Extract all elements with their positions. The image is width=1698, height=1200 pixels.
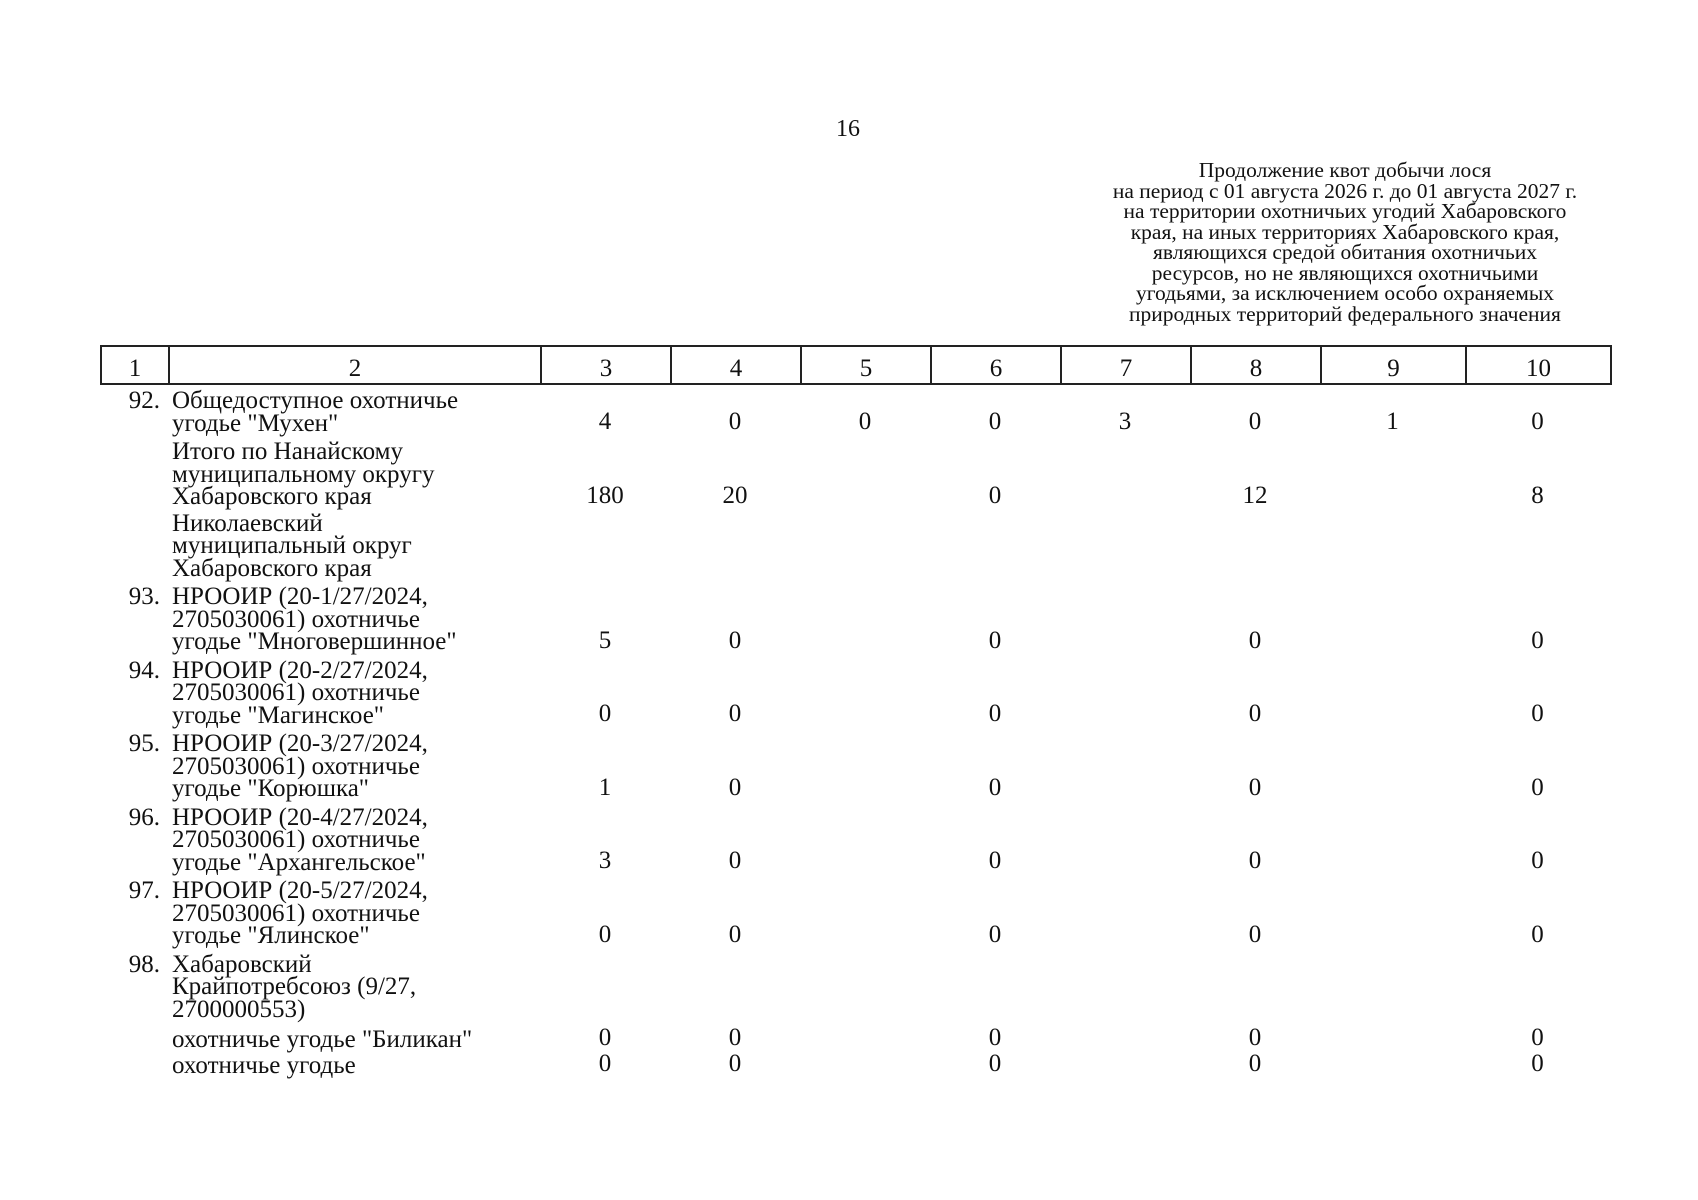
table-row [100, 950, 1612, 1023]
hunting-ground-name: Итого по Нанайскому муниципальному округу Хабаровского края [172, 438, 435, 510]
hunting-ground-name: НРООИР (20-1/27/2024, 2705030061) охотничье угодье "Многовершинное" [172, 583, 457, 655]
table-row [100, 1025, 1612, 1051]
table-row [100, 509, 1612, 582]
value-col-5: 0 [858, 408, 872, 435]
value-col-8: 0 [1248, 1024, 1262, 1051]
row-number: 94. [128, 656, 160, 684]
value-col-8: 0 [1248, 847, 1262, 874]
value-col-6: 0 [988, 773, 1002, 801]
hunting-ground-name: НРООИР (20-2/27/2024, 2705030061) охотничье угодье "Магинское" [172, 656, 428, 729]
column-header-9: 9 [1321, 346, 1466, 384]
table-row [100, 656, 1612, 729]
value-col-3: 0 [598, 1050, 612, 1077]
value-col-10: 0 [1531, 773, 1544, 801]
value-col-3: 0 [598, 920, 612, 948]
value-col-4: 0 [728, 408, 742, 435]
caption-line: на территории охотничьих угодий Хабаровского [1123, 199, 1567, 223]
value-col-8: 0 [1248, 408, 1262, 435]
row-number: 93. [128, 583, 160, 610]
value-col-6: 0 [988, 408, 1002, 435]
value-col-4: 0 [728, 920, 742, 948]
value-col-8: 0 [1248, 773, 1262, 801]
table-row [100, 438, 1612, 510]
value-col-8: 0 [1248, 920, 1262, 948]
column-header-5: 5 [801, 346, 931, 384]
value-col-3: 1 [598, 773, 612, 801]
value-col-3: 3 [598, 847, 612, 874]
value-col-10: 0 [1531, 920, 1544, 948]
table-row [100, 387, 1612, 437]
value-col-6: 0 [988, 1024, 1002, 1051]
page-number: 16 [836, 116, 860, 142]
caption-line: ресурсов, но не являющихся охотничьими [1151, 260, 1539, 285]
column-header-10: 10 [1466, 346, 1611, 384]
value-col-10: 0 [1531, 626, 1544, 654]
value-col-8: 0 [1248, 626, 1262, 654]
column-header-7: 7 [1061, 346, 1191, 384]
table-row [100, 730, 1612, 802]
value-col-8: 0 [1248, 700, 1262, 727]
column-header-6: 6 [931, 346, 1061, 384]
hunting-ground-name: НРООИР (20-5/27/2024, 2705030061) охотничье угодье "Ялинское" [172, 877, 428, 949]
value-col-6: 0 [988, 626, 1002, 654]
value-col-4: 0 [728, 626, 742, 654]
value-col-10: 0 [1531, 700, 1544, 727]
value-col-6: 0 [988, 847, 1002, 874]
row-number: 92. [128, 387, 160, 414]
column-number-header [100, 345, 1612, 385]
value-col-10: 8 [1531, 481, 1544, 509]
table-row [100, 803, 1612, 876]
value-col-6: 0 [988, 920, 1002, 948]
value-col-3: 0 [598, 1024, 612, 1051]
caption-line: природных территорий федерального значения [1129, 301, 1561, 326]
value-col-6: 0 [988, 1050, 1002, 1077]
value-col-4: 0 [728, 773, 742, 801]
value-col-8: 0 [1248, 1050, 1262, 1077]
value-col-10: 0 [1531, 1024, 1544, 1051]
caption-line: Продолжение квот добычи лося [1198, 158, 1492, 182]
value-col-4: 20 [722, 481, 748, 509]
hunting-ground-name: Хабаровский Крайпотребсоюз (9/27, 2700000553) [172, 950, 417, 1023]
value-col-3: 4 [598, 408, 612, 435]
table-row [100, 877, 1612, 949]
column-header-4: 4 [671, 346, 801, 384]
table-caption [1045, 160, 1645, 324]
value-col-6: 0 [988, 700, 1002, 727]
hunting-ground-name: охотничье угодье "Биликан" [172, 1025, 473, 1053]
column-header-2: 2 [169, 346, 541, 384]
value-col-7: 3 [1118, 408, 1132, 435]
hunting-ground-name: Общедоступное охотничье угодье "Мухен" [172, 387, 459, 437]
value-col-6: 0 [988, 481, 1002, 509]
value-col-3: 180 [586, 481, 624, 509]
value-col-4: 0 [728, 700, 742, 727]
caption-line: на период с 01 августа 2026 г. до 01 августа 2027 г. [1112, 178, 1578, 203]
hunting-ground-name: Николаевский муниципальный округ Хабаровского края [172, 509, 412, 582]
row-number: 96. [128, 803, 160, 831]
value-col-4: 0 [728, 1024, 742, 1051]
column-header-3: 3 [541, 346, 671, 384]
caption-line: края, на иных территориях Хабаровского края, [1130, 219, 1560, 244]
table-row [100, 1051, 1612, 1077]
table-body [100, 387, 1612, 1079]
value-col-10: 0 [1531, 847, 1544, 874]
hunting-ground-name: НРООИР (20-3/27/2024, 2705030061) охотничье угодье "Корюшка" [172, 730, 428, 802]
value-col-4: 0 [728, 1050, 742, 1077]
value-col-3: 0 [598, 700, 612, 727]
value-col-10: 0 [1531, 1050, 1544, 1077]
value-col-4: 0 [728, 847, 742, 874]
value-col-10: 0 [1531, 408, 1544, 435]
row-number: 95. [128, 730, 160, 757]
caption-line: являющихся средой обитания охотничьих [1152, 240, 1538, 264]
value-col-9: 1 [1386, 408, 1399, 435]
column-header-8: 8 [1191, 346, 1321, 384]
row-number: 97. [128, 877, 160, 904]
hunting-ground-name: охотничье угодье [172, 1051, 356, 1079]
table-row [100, 583, 1612, 655]
hunting-ground-name: НРООИР (20-4/27/2024, 2705030061) охотничье угодье "Архангельское" [172, 803, 428, 876]
value-col-8: 12 [1242, 481, 1268, 509]
row-number: 98. [128, 950, 160, 978]
column-header-1: 1 [101, 346, 169, 384]
value-col-3: 5 [598, 626, 612, 654]
caption-line: угодьями, за исключением особо охраняемых [1135, 281, 1555, 305]
